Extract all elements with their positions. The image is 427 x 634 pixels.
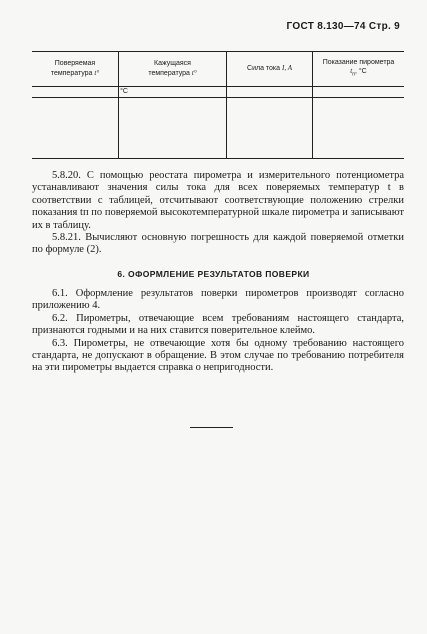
page-header: ГОСТ 8.130—74 Стр. 9 (286, 21, 400, 32)
column-header-pyrometer-reading: Показание пирометра $t_п$, °С (322, 59, 395, 78)
column-header-tested-temperature: Поверяемая температура t° (50, 60, 100, 77)
paragraphs-5-8 (32, 170, 404, 257)
measurement-table (32, 51, 404, 159)
paragraph-6-1: 6.1. Оформление результатов поверки пирометров производят согласно приложению 4. (32, 288, 404, 312)
unit-label: °С (120, 88, 128, 95)
section-title: 6. ОФОРМЛЕНИЕ РЕЗУЛЬТАТОВ ПОВЕРКИ (117, 269, 310, 279)
column-header-apparent-temperature: Кажущаяся температура t° (148, 60, 197, 77)
end-rule (190, 427, 233, 428)
column-header-current: Сила тока I, A (247, 64, 292, 73)
paragraph-6-3: 6.3. Пирометры, не отвечающие хотя бы одному требованию настоящего стандарта, не допускают в обращение. В этом случае по требованию потребителя на эти пирометры выдается справка о непригодности. (32, 337, 404, 374)
paragraph-5-8-21: 5.8.21. Вычисляют основную погрешность для каждой поверяемой отметки по формуле (2). (32, 232, 404, 256)
paragraph-5-8-20: 5.8.20. С помощью реостата пирометра и измерительного потенциометра устанавливают значения силы тока для всех поверяемых температур t в соответствии с таблицей, отсчитывают соответствующие положению стрелки показания tп по поверяемой высокотемпературной шкале пирометра и записывают их в таблицу. (32, 170, 404, 231)
paragraph-6-2: 6.2. Пирометры, отвечающие всем требованиям настоящего стандарта, признаются годными и на них ставится поверительное клеймо. (32, 312, 404, 337)
paragraphs-6 (32, 288, 404, 375)
